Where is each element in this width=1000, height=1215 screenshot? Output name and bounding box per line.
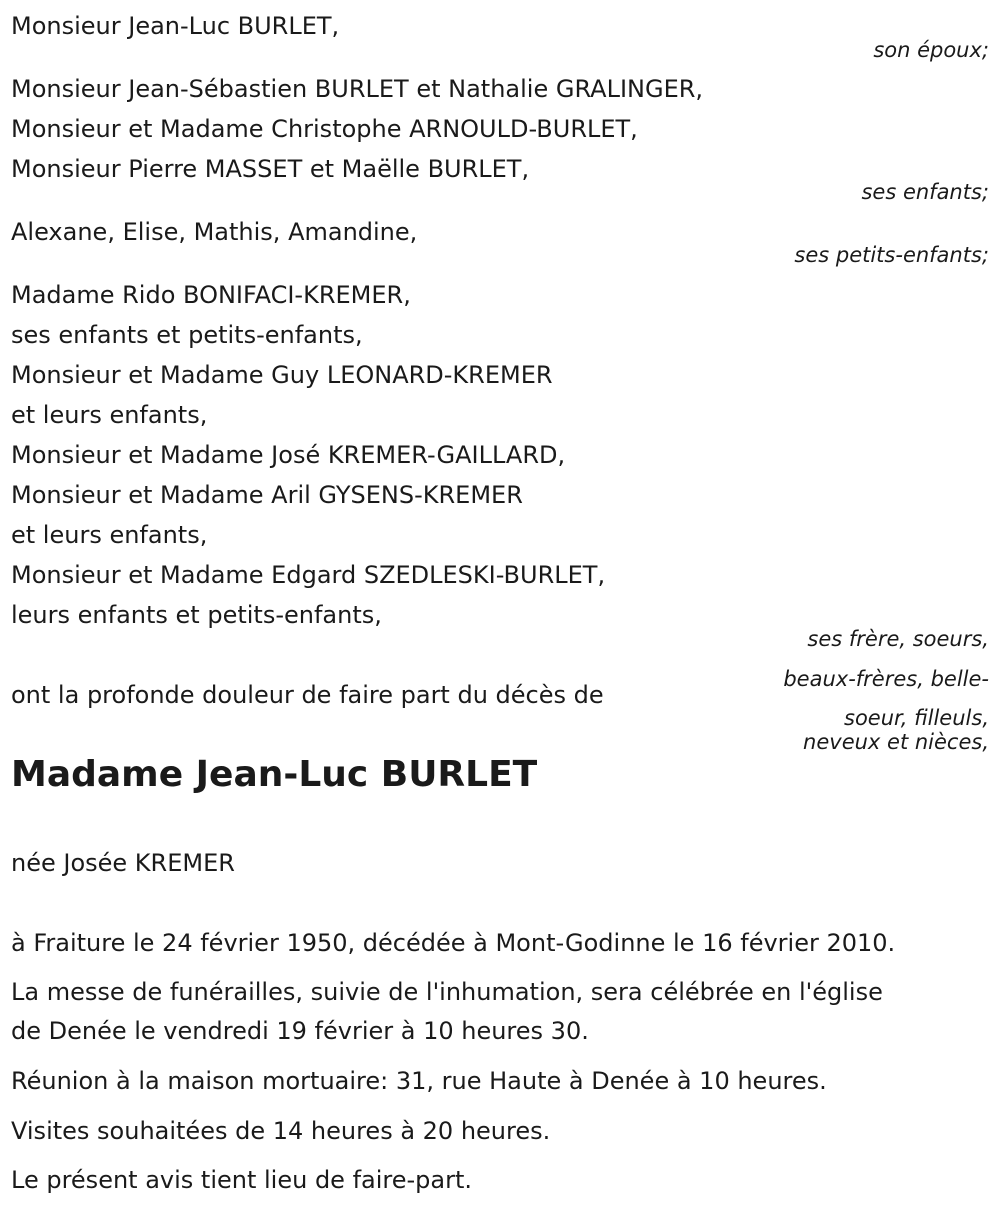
detail-birth-death: à Fraiture le 24 février 1950, décédée à Mont-Godinne le 16 février 2010.	[11, 929, 896, 957]
spouse-role: son époux;	[873, 38, 989, 62]
detail-notice: Le présent avis tient lieu de faire-part.	[11, 1166, 473, 1194]
sibling-line-6: Monsieur et Madame Aril GYSENS-KREMER	[11, 481, 523, 509]
siblings-role-2: beaux-frères, belle-	[783, 667, 989, 691]
children-role: ses enfants;	[861, 180, 989, 204]
grandchildren-role: ses petits-enfants;	[794, 243, 989, 267]
sibling-line-9: leurs enfants et petits-enfants,	[11, 601, 382, 629]
sibling-line-5: Monsieur et Madame José KREMER-GAILLARD,	[11, 441, 566, 469]
siblings-role-4: neveux et nièces,	[803, 730, 989, 754]
siblings-role-3: soeur, filleuls,	[844, 706, 989, 730]
detail-funeral-line-2: de Denée le vendredi 19 février à 10 heures 30.	[11, 1017, 589, 1045]
sibling-line-4: et leurs enfants,	[11, 401, 208, 429]
children-line-2: Monsieur et Madame Christophe ARNOULD-BURLET,	[11, 115, 638, 143]
grandchildren-line: Alexane, Elise, Mathis, Amandine,	[11, 218, 418, 246]
spouse-line: Monsieur Jean-Luc BURLET,	[11, 12, 340, 40]
detail-funeral-line-1: La messe de funérailles, suivie de l'inhumation, sera célébrée en l'église	[11, 978, 883, 1006]
sibling-line-8: Monsieur et Madame Edgard SZEDLESKI-BURLET,	[11, 561, 606, 589]
children-line-1: Monsieur Jean-Sébastien BURLET et Nathalie GRALINGER,	[11, 75, 704, 103]
intro-line: ont la profonde douleur de faire part du décès de	[11, 681, 604, 709]
children-line-3: Monsieur Pierre MASSET et Maëlle BURLET,	[11, 155, 530, 183]
sibling-line-3: Monsieur et Madame Guy LEONARD-KREMER	[11, 361, 553, 389]
sibling-line-1: Madame Rido BONIFACI-KREMER,	[11, 281, 411, 309]
deceased-name: Madame Jean-Luc BURLET	[11, 754, 538, 795]
siblings-role-1: ses frère, soeurs,	[807, 627, 989, 651]
maiden-name: née Josée KREMER	[11, 849, 235, 877]
sibling-line-7: et leurs enfants,	[11, 521, 208, 549]
sibling-line-2: ses enfants et petits-enfants,	[11, 321, 363, 349]
detail-visits: Visites souhaitées de 14 heures à 20 heures.	[11, 1117, 551, 1145]
detail-meeting: Réunion à la maison mortuaire: 31, rue Haute à Denée à 10 heures.	[11, 1067, 827, 1095]
